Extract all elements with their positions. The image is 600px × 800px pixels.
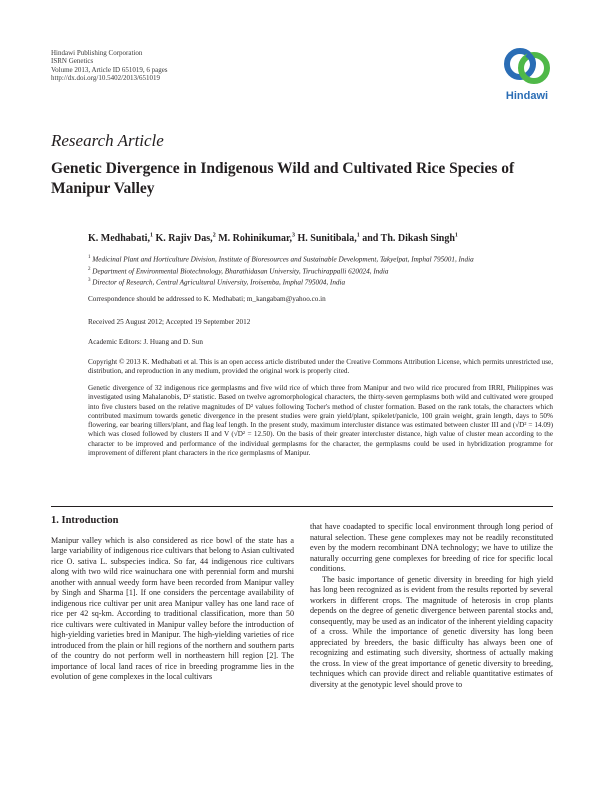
- abstract: Genetic divergence of 32 indigenous rice germplasms and five wild rice of which three from Manipur and two wild rice procured from IRRI, Philippines was investigated using Mahalanobis, D² statistic. Based on twelve agromorphological characters, the thirty-seven germplasms both wild and cultivated were grouped into five clusters based on the relative magnitudes of D² values following Tocher's method of cluster formation. Based on the rank totals, the characters which contributed maximum towards genetic divergence in the present studies were grain yield/plant, spikelet/panicle, 100 grain weight, grain length, days to 50% flowering, ear bearing tillers/plant, and flag leaf length. In the present study, maximum intercluster distance was estimated between cluster III and (√D² = 14.09) which was closed followed by clusters II and V (√D² = 12.50). On the basis of their greater intercluster distance, high value of cluster mean according to the character to be improved and performance of the individual germplasms for the character, the germplasms could be used in hybridization programme for improvement of different plant characters in the rice germplasms of Manipur.: [88, 384, 553, 458]
- affiliation-2: $^2$ Department of Environmental Biotechnology, Bharathidasan University, Tiruchirappalli 620024, India: [88, 266, 389, 275]
- volume-info: Volume 2013, Article ID 651019, 6 pages: [51, 65, 168, 74]
- hindawi-logo: [500, 44, 554, 106]
- author-list: [88, 233, 458, 244]
- section-divider: [51, 506, 553, 507]
- author-3: M. Rohinikumar,$^3$: [218, 233, 296, 245]
- author-5: Th. Dikash Singh$^1$: [380, 233, 458, 245]
- author-2: K. Rajiv Das,$^2$: [155, 233, 216, 245]
- author-1: K. Medhabati,$^1$: [88, 233, 153, 245]
- author-4: H. Sunitibala,$^1$ and: [297, 233, 381, 245]
- interlocking-rings-logo-icon: [500, 44, 554, 90]
- received-dates: Received 25 August 2012; Accepted 19 September 2012: [88, 318, 251, 326]
- left-column: [51, 516, 294, 683]
- article-type: Research Article: [51, 131, 164, 150]
- journal-name: ISRN Genetics: [51, 57, 94, 66]
- logo-wordmark: Hindawi: [505, 90, 549, 102]
- correspondence: Correspondence should be addressed to K. Medhabati; m_kangabam@yahoo.co.in: [88, 295, 326, 303]
- affiliations: [88, 253, 553, 288]
- right-column: [310, 522, 553, 690]
- affiliation-3: $^3$ Director of Research, Central Agricultural University, Iroisemba, Imphal 795004, India: [88, 278, 346, 287]
- publication-header: [51, 49, 168, 83]
- academic-editors: Academic Editors: J. Huang and D. Sun: [88, 338, 203, 346]
- copyright-notice: Copyright © 2013 K. Medhabati et al. This is an open access article distributed under the Creative Commons Attribution License, which permits unrestricted use, distribution, and reproduction in any medium, provided the original work is properly cited.: [88, 358, 553, 376]
- intro-paragraph-2: The basic importance of genetic diversity in breeding for high yield has long been recognized as is evident from the results reported by several workers in different crops. The magnitude of heterosis in crop plants depends on the degree of genetic divergence between parental stocks and, consequently, may be used as an indicator of the inherent yielding capacity of a cross. While the importance of genetic diversity has long been appreciated by breeders, the basic difficulty has always been one of recognizing and estimating such diversity, shortness of actually making the cross. In view of the great importance of genetic diversity to breeding, techniques which can provide direct and reliable quantitative estimates of diversity at the genotypic level should prove to: [310, 574, 553, 689]
- doi-link[interactable]: http://dx.doi.org/10.5402/2013/651019: [51, 74, 160, 83]
- intro-paragraph-1: Manipur valley which is also considered as rice bowl of the state has a large variability of indigenous rice cultivars that belong to Asian cultivated rice O. sativa L. subspecies indica. So far, 44 indigenous rice cultivars along with two wild rice wainuchara one with perennial form and murshi another with annual weedy form have been recorded from Manipur valley by Singh and Sharma [1]. If one considers the percentage availability of indigenous rice cultivar per unit area Manipur valley has one land race of rice per 42 sq-km. According to traditional classification, more than 50 rice cultivars were cultivated in Manipur valley before the introduction of high-yielding varieties bred in Manipur. The high-yielding varieties of rice introduced from the plain or hill regions of the northern and southern parts of the country do not perform well in northeastern hill region [2]. The importance of local land races of rice in breeding programme lies in the evolution of gene complexes in the local cultivars: [51, 535, 294, 681]
- intro-paragraph-1-cont: that have coadapted to specific local environment through long period of natural selection. These gene complexes may not be readily reconstituted even by the modern recombinant DNA technology; we have to utilize the naturally occurring gene complexes for breeding of rice for specific local conditions.: [310, 522, 553, 573]
- paper-title: Genetic Divergence in Indigenous Wild and Cultivated Rice Species of Manipur Valley: [51, 160, 515, 197]
- introduction-heading: 1. Introduction: [51, 515, 119, 526]
- affiliation-1: $^1$ Medicinal Plant and Horticulture Division, Institute of Bioresources and Sustainable Development, Takyelpat, Imphal 795001, India: [88, 255, 474, 264]
- publisher-name: Hindawi Publishing Corporation: [51, 49, 143, 57]
